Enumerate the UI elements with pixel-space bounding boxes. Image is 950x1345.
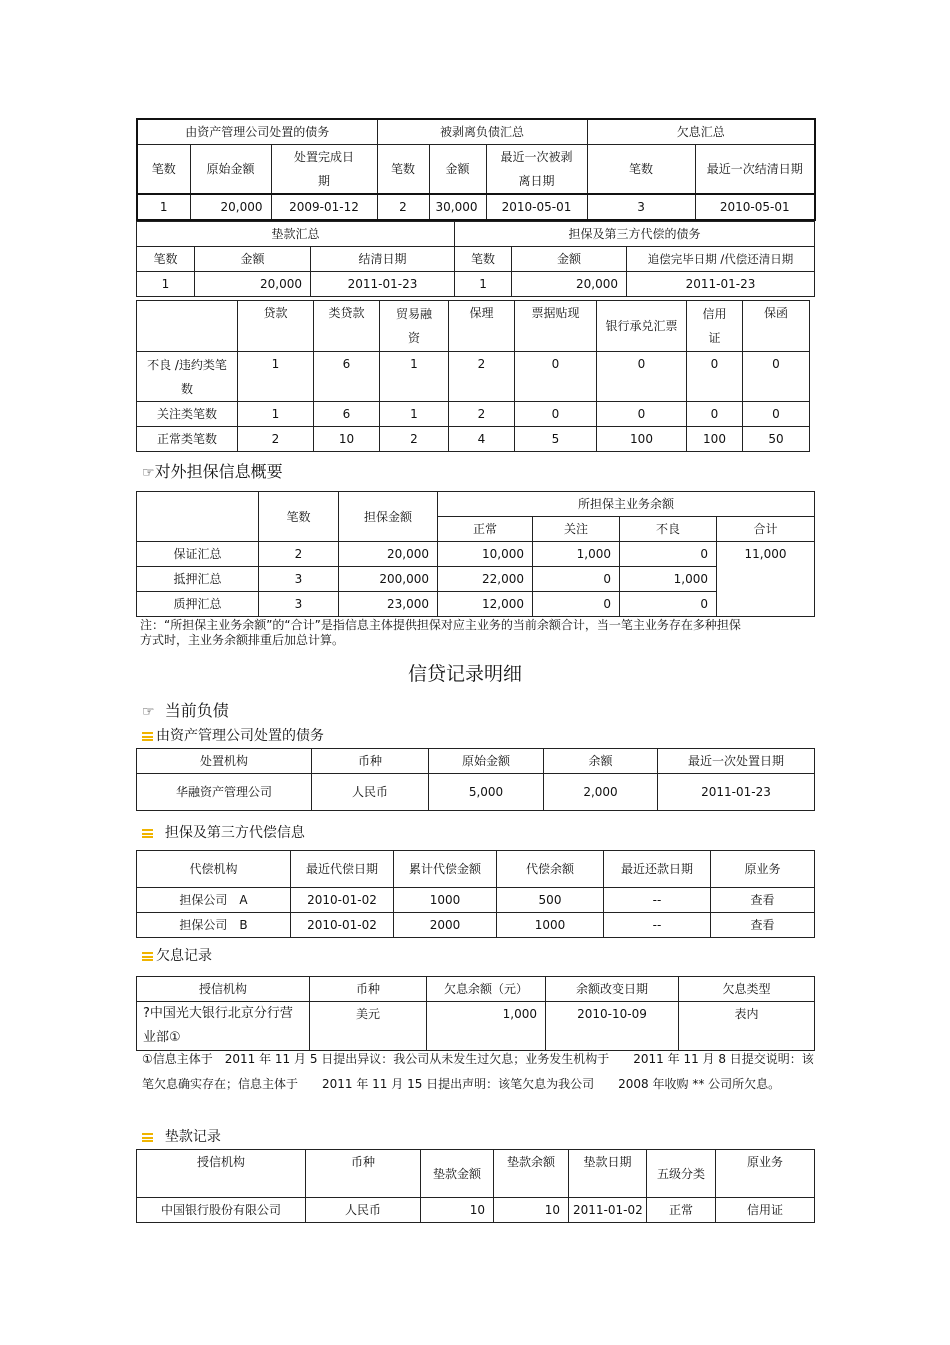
col-count: 笔数 xyxy=(587,145,695,195)
cell: 1 xyxy=(137,194,190,220)
pointing-hand-icon: ☞ xyxy=(142,465,155,481)
col-header: 最近一次处置日期 xyxy=(658,749,815,774)
cell: 1000 xyxy=(394,888,497,913)
cell: 2009-01-12 xyxy=(271,194,377,220)
col-count: 笔数 xyxy=(137,247,195,272)
cell: 20,000 xyxy=(190,194,271,220)
cell: 2011-01-23 xyxy=(658,774,815,811)
compensation-table xyxy=(136,850,815,938)
interest-footnote: ①信息主体于 2011 年 11 月 5 日提出异议：我公司从未发生过欠息；业务发生机构于 2011 年 11 月 8 日提交说明：该笔欠息确实存在；信息主体于 2011 年 11 月 15 日提出声明：该笔欠息为我公司 2008 年收购 ** 公司所欠息。 xyxy=(142,1052,814,1091)
cell: 2 xyxy=(449,352,515,402)
advance-guarantee-table xyxy=(136,221,815,297)
col-header: 垫款日期 xyxy=(569,1150,647,1198)
cell: 0 xyxy=(743,352,810,402)
list-bullet-icon xyxy=(142,1133,153,1142)
current-liabilities-heading xyxy=(142,700,229,723)
cell: 12,000 xyxy=(438,592,533,617)
cell: 5 xyxy=(515,427,597,452)
cell: 50 xyxy=(743,427,810,452)
cell: 0 xyxy=(743,402,810,427)
col-comp: 追偿完毕日期 /代偿还清日期 xyxy=(627,247,815,272)
col-header: 原业务 xyxy=(716,1150,815,1198)
col-header: 币种 xyxy=(312,749,429,774)
section-heading-text: 担保及第三方代偿信息 xyxy=(164,825,305,841)
cell: 0 xyxy=(620,592,717,617)
col-header: 授信机构 xyxy=(137,1150,306,1198)
col-header: 原业务 xyxy=(711,851,815,888)
cell: 1 xyxy=(137,272,195,297)
cell: 100 xyxy=(687,427,743,452)
section-asset-mgmt-heading xyxy=(142,726,324,746)
cell: 1 xyxy=(455,272,512,297)
col-count: 笔数 xyxy=(377,145,429,195)
cell: 1 xyxy=(380,402,449,427)
cell: 2000 xyxy=(394,913,497,938)
cell: 2 xyxy=(449,402,515,427)
col-trade: 贸易融资 xyxy=(380,301,449,352)
col-settle: 最近一次结清日期 xyxy=(695,145,815,195)
cell: 3 xyxy=(259,592,339,617)
header-advance: 垫款汇总 xyxy=(137,222,455,247)
list-bullet-icon xyxy=(142,829,153,838)
col-amount: 金额 xyxy=(195,247,311,272)
cell: 表内 xyxy=(679,1002,815,1051)
header-interest: 欠息汇总 xyxy=(587,119,815,145)
col-strip-date: 最近一次被剥离日期 xyxy=(486,145,587,195)
cell: 30,000 xyxy=(429,194,486,220)
col-header: 欠息余额（元） xyxy=(427,977,546,1002)
col-balance: 所担保主业务余额 xyxy=(438,492,815,517)
col-bad: 不良 xyxy=(620,517,717,542)
row-label: 正常类笔数 xyxy=(137,427,238,452)
col-header: 代偿机构 xyxy=(137,851,291,888)
col-header: 余额改变日期 xyxy=(546,977,679,1002)
section-heading-text: 由资产管理公司处置的债务 xyxy=(156,728,324,744)
col-header: 最近代偿日期 xyxy=(291,851,394,888)
guarantee-note: 注：“所担保主业务余额”的“合计”是指信息主体提供担保对应主业务的当前余额合计，当一笔主业务存在多种担保方式时，主业务余额排重后加总计算。 xyxy=(140,618,741,647)
cell: 0 xyxy=(687,352,743,402)
cell: 1 xyxy=(238,352,314,402)
cell: 10 xyxy=(314,427,380,452)
col-header: 处置机构 xyxy=(137,749,312,774)
debt-summary-table xyxy=(136,118,816,221)
row-label: 不良 /违约类笔数 xyxy=(137,352,238,402)
view-link[interactable]: 查看 xyxy=(711,888,815,913)
cell: 2010-01-02 xyxy=(291,888,394,913)
col-header: 最近还款日期 xyxy=(604,851,711,888)
asset-mgmt-table xyxy=(136,748,815,811)
cell: 500 xyxy=(497,888,604,913)
col-header: 余额 xyxy=(544,749,658,774)
header-stripped: 被剥离负债汇总 xyxy=(377,119,587,145)
cell: 23,000 xyxy=(339,592,438,617)
section-heading-text: 欠息记录 xyxy=(156,948,212,964)
col-lc: 信用证 xyxy=(687,301,743,352)
business-count-table xyxy=(136,300,810,452)
section-guarantee-heading xyxy=(142,823,305,843)
cell: 担保公司 A xyxy=(137,888,291,913)
col-loan: 贷款 xyxy=(238,301,314,352)
cell: 5,000 xyxy=(429,774,544,811)
cell: 2 xyxy=(377,194,429,220)
cell: 0 xyxy=(597,402,687,427)
col-header: 五级分类 xyxy=(647,1150,716,1198)
row-label: 抵押汇总 xyxy=(137,567,259,592)
col-header: 代偿余额 xyxy=(497,851,604,888)
cell: 信用证 xyxy=(716,1198,815,1223)
col-factoring: 保理 xyxy=(449,301,515,352)
total-cell: 11,000 xyxy=(717,542,815,617)
cell: 200,000 xyxy=(339,567,438,592)
cell: 10 xyxy=(421,1198,494,1223)
col-amount: 担保金额 xyxy=(339,492,438,542)
guarantee-table xyxy=(136,491,815,617)
col-header: 币种 xyxy=(310,977,427,1002)
cell: ?中国光大银行北京分行营业部① xyxy=(137,1002,310,1051)
col-normal: 正常 xyxy=(438,517,533,542)
cell: 100 xyxy=(597,427,687,452)
interest-table xyxy=(136,976,815,1051)
cell: 2010-05-01 xyxy=(486,194,587,220)
row-label: 关注类笔数 xyxy=(137,402,238,427)
cell: 2011-01-23 xyxy=(627,272,815,297)
cell: 1,000 xyxy=(533,542,620,567)
header-guarantee: 担保及第三方代偿的债务 xyxy=(455,222,815,247)
cell: 2011-01-02 xyxy=(569,1198,647,1223)
guarantee-heading-text: 对外担保信息概要 xyxy=(154,462,283,481)
cell: 1,000 xyxy=(427,1002,546,1051)
cell: 0 xyxy=(597,352,687,402)
cell: 0 xyxy=(515,352,597,402)
col-header: 币种 xyxy=(306,1150,421,1198)
cell: 美元 xyxy=(310,1002,427,1051)
cell: 3 xyxy=(587,194,695,220)
cell: -- xyxy=(604,888,711,913)
cell: 2010-10-09 xyxy=(546,1002,679,1051)
cell: 0 xyxy=(687,402,743,427)
row-label: 质押汇总 xyxy=(137,592,259,617)
col-count: 笔数 xyxy=(455,247,512,272)
col-acceptance: 银行承兑汇票 xyxy=(597,301,687,352)
cell: 2,000 xyxy=(544,774,658,811)
cell: 22,000 xyxy=(438,567,533,592)
col-disp: 处置完成日期 xyxy=(271,145,377,195)
cell: 2011-01-23 xyxy=(311,272,455,297)
section-advance-heading xyxy=(142,1127,221,1147)
cell: 1 xyxy=(238,402,314,427)
cell: 20,000 xyxy=(339,542,438,567)
col-settle: 结清日期 xyxy=(311,247,455,272)
cell: 20,000 xyxy=(512,272,627,297)
cell: 10,000 xyxy=(438,542,533,567)
cell: 华融资产管理公司 xyxy=(137,774,312,811)
col-header: 授信机构 xyxy=(137,977,310,1002)
col-attention: 关注 xyxy=(533,517,620,542)
list-bullet-icon xyxy=(142,732,153,741)
cell: 20,000 xyxy=(195,272,311,297)
cell: 10 xyxy=(494,1198,569,1223)
col-discount: 票据贴现 xyxy=(515,301,597,352)
cell: 0 xyxy=(533,592,620,617)
col-quasi-loan: 类贷款 xyxy=(314,301,380,352)
section-interest-heading xyxy=(142,946,212,966)
cell: 3 xyxy=(259,567,339,592)
page-title: 信贷记录明细 xyxy=(408,663,523,685)
col-header: 原始金额 xyxy=(429,749,544,774)
cell: 1,000 xyxy=(620,567,717,592)
col-lg: 保函 xyxy=(743,301,810,352)
cell: 2010-01-02 xyxy=(291,913,394,938)
cell: 2 xyxy=(238,427,314,452)
current-liabilities-text: 当前负债 xyxy=(164,701,229,720)
cell: 4 xyxy=(449,427,515,452)
advance-table xyxy=(136,1149,815,1223)
cell: 0 xyxy=(515,402,597,427)
col-orig: 原始金额 xyxy=(190,145,271,195)
corner-cell xyxy=(137,492,259,542)
corner-cell xyxy=(137,301,238,352)
col-count: 笔数 xyxy=(137,145,190,195)
cell: 1000 xyxy=(497,913,604,938)
cell: 6 xyxy=(314,352,380,402)
col-total: 合计 xyxy=(717,517,815,542)
cell: 6 xyxy=(314,402,380,427)
cell: 2 xyxy=(380,427,449,452)
cell: -- xyxy=(604,913,711,938)
col-header: 累计代偿金额 xyxy=(394,851,497,888)
cell: 1 xyxy=(380,352,449,402)
col-count: 笔数 xyxy=(259,492,339,542)
cell: 正常 xyxy=(647,1198,716,1223)
col-amount: 金额 xyxy=(512,247,627,272)
cell: 人民币 xyxy=(306,1198,421,1223)
col-header: 欠息类型 xyxy=(679,977,815,1002)
col-header: 垫款余额 xyxy=(494,1150,569,1198)
cell: 2010-05-01 xyxy=(695,194,815,220)
cell: 0 xyxy=(620,542,717,567)
cell: 中国银行股份有限公司 xyxy=(137,1198,306,1223)
header-asset-mgmt: 由资产管理公司处置的债务 xyxy=(137,119,377,145)
cell: 0 xyxy=(533,567,620,592)
guarantee-heading xyxy=(142,461,283,484)
section-heading-text: 垫款记录 xyxy=(164,1129,221,1145)
view-link[interactable]: 查看 xyxy=(711,913,815,938)
row-label: 保证汇总 xyxy=(137,542,259,567)
cell: 2 xyxy=(259,542,339,567)
col-amount: 金额 xyxy=(429,145,486,195)
cell: 人民币 xyxy=(312,774,429,811)
col-header: 垫款金额 xyxy=(421,1150,494,1198)
cell: 担保公司 B xyxy=(137,913,291,938)
pointing-hand-icon: ☞ xyxy=(142,704,155,720)
list-bullet-icon xyxy=(142,952,153,961)
